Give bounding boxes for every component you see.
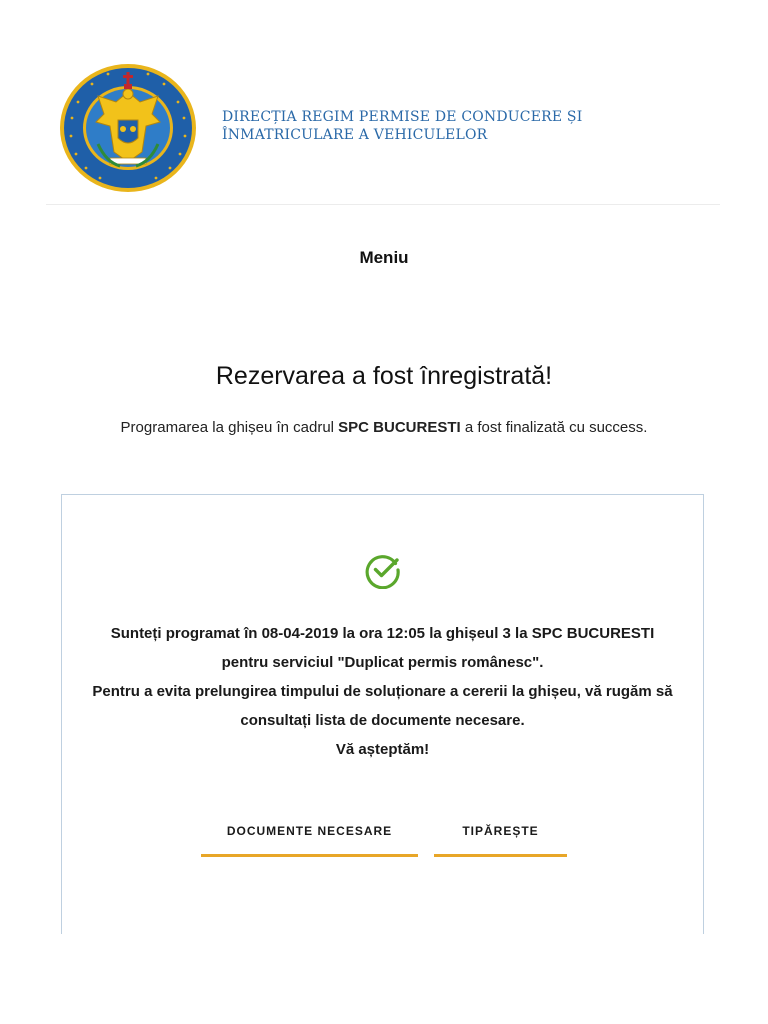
org-name[interactable] <box>222 108 582 144</box>
org-name-line2: ÎNMATRICULARE A VEHICULELOR <box>222 127 488 143</box>
message-line: pentru serviciul "Duplicat permis românesc". <box>221 654 544 671</box>
menu-toggle[interactable]: Meniu <box>359 248 409 267</box>
drpciv-emblem-icon[interactable] <box>58 62 198 194</box>
message-line: Pentru a evita prelungirea timpului de soluționare a cererii la ghișeu, vă rugăm să <box>92 683 673 700</box>
site-header <box>0 0 768 205</box>
check-circle-icon <box>364 551 402 589</box>
message-line: Vă așteptăm! <box>335 741 430 758</box>
subtitle-prefix: Programarea la ghișeu în cadrul <box>120 419 339 436</box>
confirmation-subtitle <box>0 419 768 436</box>
subtitle-suffix: a fost finalizată cu success. <box>460 419 648 436</box>
print-button[interactable]: TIPĂREȘTE <box>434 809 567 857</box>
required-documents-button[interactable]: DOCUMENTE NECESARE <box>201 809 418 857</box>
page-title: Rezervarea a fost înregistrată! <box>215 362 553 390</box>
message-line: consultați lista de documente necesare. <box>240 712 525 729</box>
subtitle-location: SPC BUCURESTI <box>338 419 461 436</box>
org-name-line1: DIRECȚIA REGIM PERMISE DE CONDUCERE ȘI <box>222 109 583 125</box>
appointment-card <box>61 494 704 934</box>
message-line: Sunteți programat în 08-04-2019 la ora 12:05 la ghișeul 3 la SPC BUCURESTI <box>110 625 655 642</box>
appointment-message <box>62 619 703 764</box>
header-divider <box>46 204 720 205</box>
